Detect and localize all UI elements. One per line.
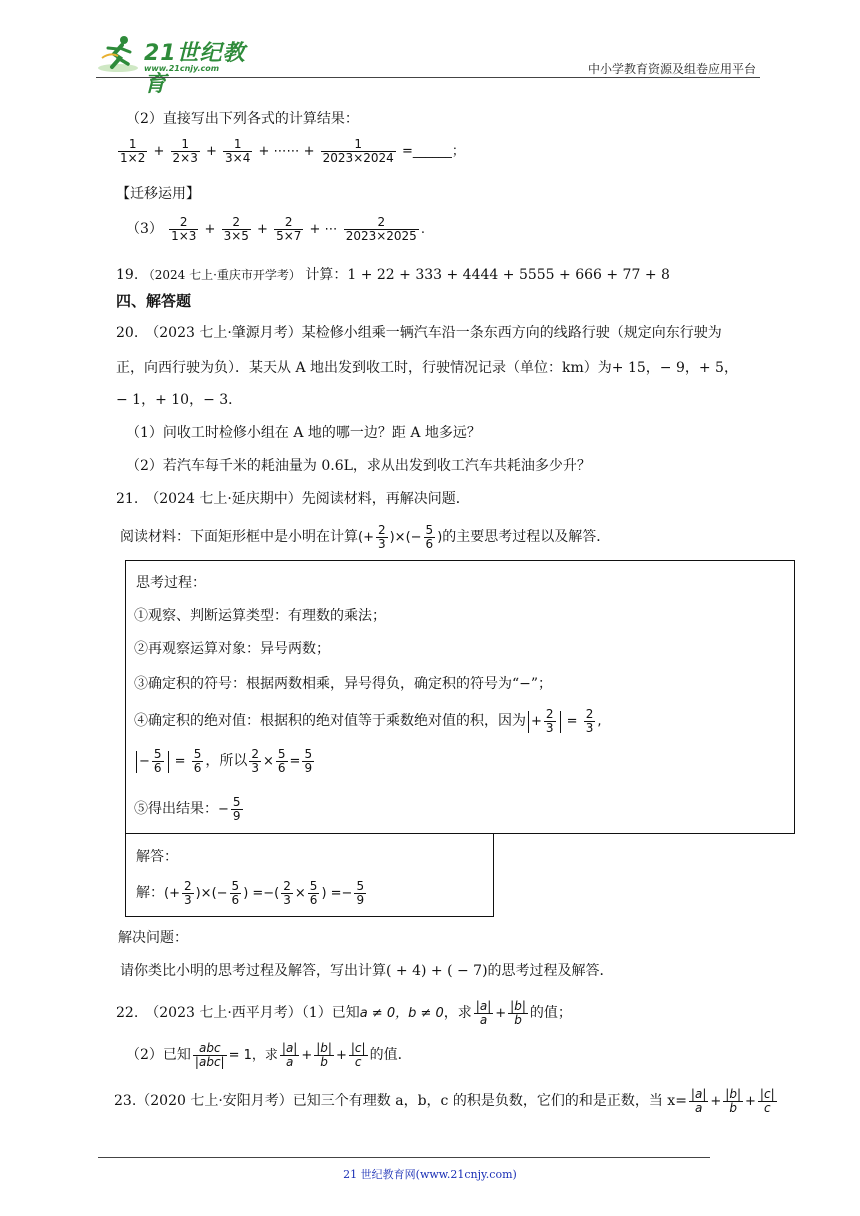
- think-step4-so: ，所以: [205, 753, 248, 769]
- q18-part3-expression: （3） $\frac{2}{1\times 3}$ + $\frac{2}{3\times 5}$ + $\frac{2}{5\times 7}$ + ⋯ $\frac{2}{2023\times 2025}$ .: [126, 215, 425, 243]
- q21-reading-prefix: 阅读材料：下面矩形框中是小明在计算: [120, 529, 358, 545]
- think-step4: ④确定积的绝对值：根据积的绝对值等于乘数绝对值的积，因为 + $\frac{2}{3}$ = $\frac{2}{3}$ ,: [134, 707, 602, 735]
- answer-title: 解答：: [136, 849, 178, 865]
- site-logo: [96, 34, 266, 97]
- think-step5: ⑤得出结果：− $\frac{5}{9}$: [134, 795, 241, 823]
- q23-line: 23.（2020 七上·安阳月考）已知三个有理数 a，b，c 的积是负数，它们的和是正数，当 x= $\frac{|a|}{a}$ + $\frac{|b|}{b}$ + $\frac{|c|}{c}$: [114, 1087, 775, 1115]
- q22-line1: 22. （2023 七上·西平月考）（1）已知a ≠ 0，b ≠ 0，求 $\frac{|a|}{a}$ + $\frac{|b|}{b}$ 的值；: [116, 999, 572, 1027]
- q19-line: [116, 264, 670, 284]
- footer-text[interactable]: 21 世纪教育网(www.21cnjy.com): [343, 1168, 517, 1181]
- header-divider: [96, 77, 760, 78]
- q20-line3: − 1，+ 10，− 3．: [116, 392, 243, 408]
- header-slogan: 中小学教育资源及组卷应用平台: [587, 62, 756, 76]
- q22-line2-mid: = 1，求: [228, 1048, 278, 1063]
- q23-text: 23.（2020 七上·安阳月考）已知三个有理数 a，b，c 的积是负数，它们的和是正数，当 x=: [114, 1093, 687, 1109]
- think-step1: ①观察、判断运算类型：有理数的乘法；: [134, 608, 386, 624]
- think-step4-prefix: ④确定积的绝对值：根据积的绝对值等于乘数绝对值的积，因为: [134, 713, 526, 729]
- q18-sum-expression: $\frac{1}{1\times 2}$ + $\frac{1}{2\times 3}$ + $\frac{1}{3\times 4}$ + ⋯⋯ + $\frac{1}{2023\times 2024}$ =______；: [120, 137, 465, 165]
- runner-logo-icon: [96, 34, 142, 74]
- answer-prefix: 解：: [136, 885, 164, 901]
- q20-line1: 20. （2023 七上·肇源月考）某检修小组乘一辆汽车沿一条东西方向的线路行驶（规定向东行驶为: [116, 325, 722, 341]
- q21-reading: 阅读材料：下面矩形框中是小明在计算(+ $\frac{2}{3}$ )×(− $\frac{5}{6}$ )的主要思考过程以及解答．: [120, 523, 611, 551]
- q18-part3-label: （3）: [126, 221, 163, 237]
- q19-number: 19.: [116, 267, 139, 283]
- q18-sum-blank: =______；: [401, 144, 465, 159]
- footer-divider: [98, 1157, 710, 1158]
- think-step3: ③确定积的符号：根据两数相乘，异号得负，确定积的符号为“−”；: [134, 676, 553, 692]
- q19-text: 计算：1 + 22 + 333 + 4444 + 5555 + 666 + 77 + 8: [305, 267, 670, 283]
- transfer-title: 【迁移运用】: [116, 186, 200, 202]
- thinking-process-box: [125, 560, 795, 834]
- q22-line2: （2）已知 $\frac{\text{abc}}{\text{|abc|}}$ = 1，求 $\frac{|a|}{a}$ + $\frac{|b|}{b}$ + $\frac{|c|}{c}$ 的值．: [126, 1041, 412, 1069]
- q18-part2-text: （2）直接写出下列各式的计算结果：: [126, 111, 359, 127]
- q22-condition: a ≠ 0，b ≠ 0: [359, 1006, 444, 1021]
- q21-reading-suffix: 的主要思考过程以及解答．: [442, 529, 611, 545]
- q22-line1-mid: ，求: [443, 1005, 472, 1021]
- solve-text: 请你类比小明的思考过程及解答，写出计算( + 4) + ( − 7)的思考过程及解答．: [120, 963, 614, 979]
- q22-line2-prefix: （2）已知: [126, 1047, 191, 1063]
- q21-line1: 21. （2024 七上·延庆期中）先阅读材料，再解决问题．: [116, 491, 470, 507]
- solve-title: 解决问题：: [118, 930, 188, 946]
- q22-line1-suffix: 的值；: [529, 1005, 572, 1021]
- q20-part2: （2）若汽车每千米的耗油量为 0.6L，求从出发到收工汽车共耗油多少升？: [126, 458, 591, 474]
- q22-line1-prefix: 22. （2023 七上·西平月考）（1）已知: [116, 1005, 360, 1021]
- q22-line2-suffix: 的值．: [369, 1047, 412, 1063]
- logo-url: www.21cnjy.com: [144, 64, 220, 73]
- think-title: 思考过程：: [136, 575, 206, 591]
- think-step4-cont: − $\frac{5}{6}$ = $\frac{5}{6}$ ，所以 $\frac{2}{3}$ × $\frac{5}{6}$ = $\frac{5}{9}$: [134, 748, 316, 775]
- q20-line2: 正，向西行驶为负）．某天从 A 地出发到收工时，行驶情况记录（单位：km）为+ 15，− 9，+ 5，: [116, 360, 738, 376]
- q19-source: （2024 七上·重庆市开学考）: [142, 268, 301, 282]
- think-step2: ②再观察运算对象：异号两数；: [134, 641, 330, 657]
- q20-part1: （1）问收工时检修小组在 A 地的哪一边？距 A 地多远？: [126, 425, 481, 441]
- section-title: 四、解答题: [116, 292, 192, 310]
- think-step5-prefix: ⑤得出结果：: [134, 801, 218, 817]
- logo-text: 21世纪教育: [144, 41, 246, 97]
- answer-solution: 解：(+ $\frac{2}{3}$ )×(− $\frac{5}{6}$ ) =−( $\frac{2}{3}$ × $\frac{5}{6}$ ) =− $\frac{5}{9}$: [136, 879, 365, 907]
